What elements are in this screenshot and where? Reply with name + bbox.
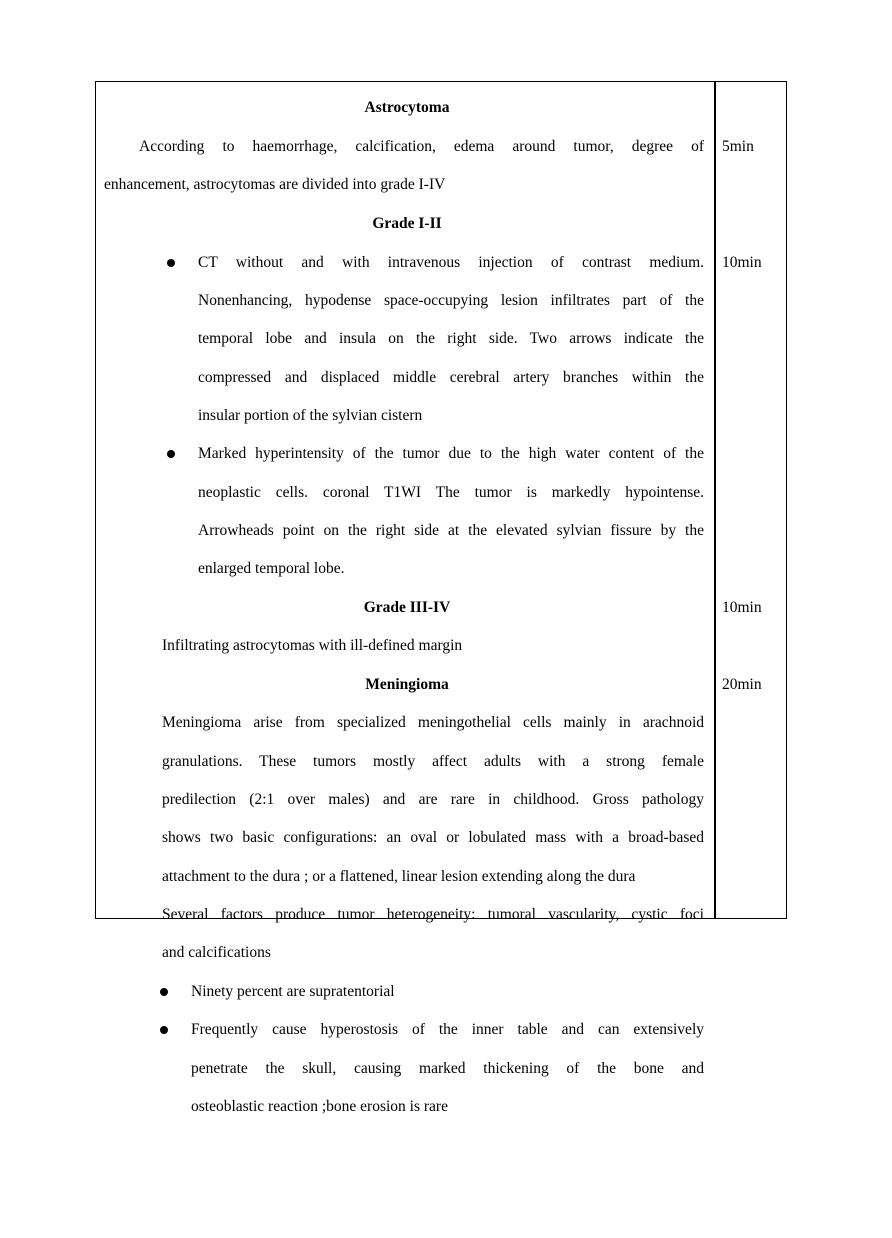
grade-1-2-bullet1-line4: compressed and displaced middle cerebral artery branches within the [198, 369, 704, 386]
meningioma-p1-line4: shows two basic configurations: an oval or lobulated mass with a broad-based [162, 829, 704, 846]
grade-1-2-bullet1-line5: insular portion of the sylvian cistern [198, 407, 423, 424]
bullet-icon [167, 450, 175, 458]
bullet-icon [160, 1026, 168, 1034]
time-5min: 5min [722, 138, 754, 155]
grade-1-2-bullet1-line3: temporal lobe and insula on the right side. Two arrows indicate the [198, 330, 704, 347]
astrocytoma-heading: Astrocytoma [364, 99, 450, 116]
column-divider [714, 81, 716, 919]
bullet-icon [167, 259, 175, 267]
bullet-icon [160, 988, 168, 996]
meningioma-p1-line3: predilection (2:1 over males) and are rare in childhood. Gross pathology [162, 791, 704, 808]
grade-3-4-heading: Grade III-IV [363, 599, 451, 616]
meningioma-bullet2-line2: penetrate the skull, causing marked thickening of the bone and [191, 1060, 704, 1077]
grade-1-2-heading: Grade I-II [372, 215, 442, 232]
meningioma-bullet2-line3: osteoblastic reaction ;bone erosion is rare [191, 1098, 448, 1115]
grade-3-4-text: Infiltrating astrocytomas with ill-defined margin [162, 637, 463, 654]
grade-1-2-bullet1-line2: Nonenhancing, hypodense space-occupying lesion infiltrates part of the [198, 292, 704, 309]
meningioma-p2-line1: Several factors produce tumor heterogeneity: tumoral vascularity, cystic foci [162, 906, 704, 923]
meningioma-p1-line1: Meningioma arise from specialized meningothelial cells mainly in arachnoid [162, 714, 704, 731]
grade-1-2-bullet2-line2: neoplastic cells. coronal T1WI The tumor is markedly hypointense. [198, 484, 704, 501]
meningioma-p1-line5: attachment to the dura ; or a flattened, linear lesion extending along the dura [162, 868, 636, 885]
grade-1-2-bullet2-line4: enlarged temporal lobe. [198, 560, 345, 577]
meningioma-heading: Meningioma [365, 676, 449, 693]
meningioma-p2-line2: and calcifications [162, 944, 271, 961]
time-meningioma: 20min [722, 676, 762, 693]
grade-1-2-bullet2-line1: Marked hyperintensity of the tumor due to the high water content of the [198, 445, 704, 462]
meningioma-p1-line2: granulations. These tumors mostly affect adults with a strong female [162, 753, 704, 770]
astrocytoma-intro-line2: enhancement, astrocytomas are divided into grade I-IV [104, 176, 446, 193]
astrocytoma-intro-line1: According to haemorrhage, calcification, edema around tumor, degree of [139, 138, 704, 155]
time-grade-3-4: 10min [722, 599, 762, 616]
meningioma-bullet1: Ninety percent are supratentorial [191, 983, 395, 1000]
grade-1-2-bullet1-line1: CT without and with intravenous injection of contrast medium. [198, 254, 704, 271]
time-grade-1-2: 10min [722, 254, 762, 271]
grade-1-2-bullet2-line3: Arrowheads point on the right side at the elevated sylvian fissure by the [198, 522, 704, 539]
meningioma-bullet2-line1: Frequently cause hyperostosis of the inner table and can extensively [191, 1021, 704, 1038]
